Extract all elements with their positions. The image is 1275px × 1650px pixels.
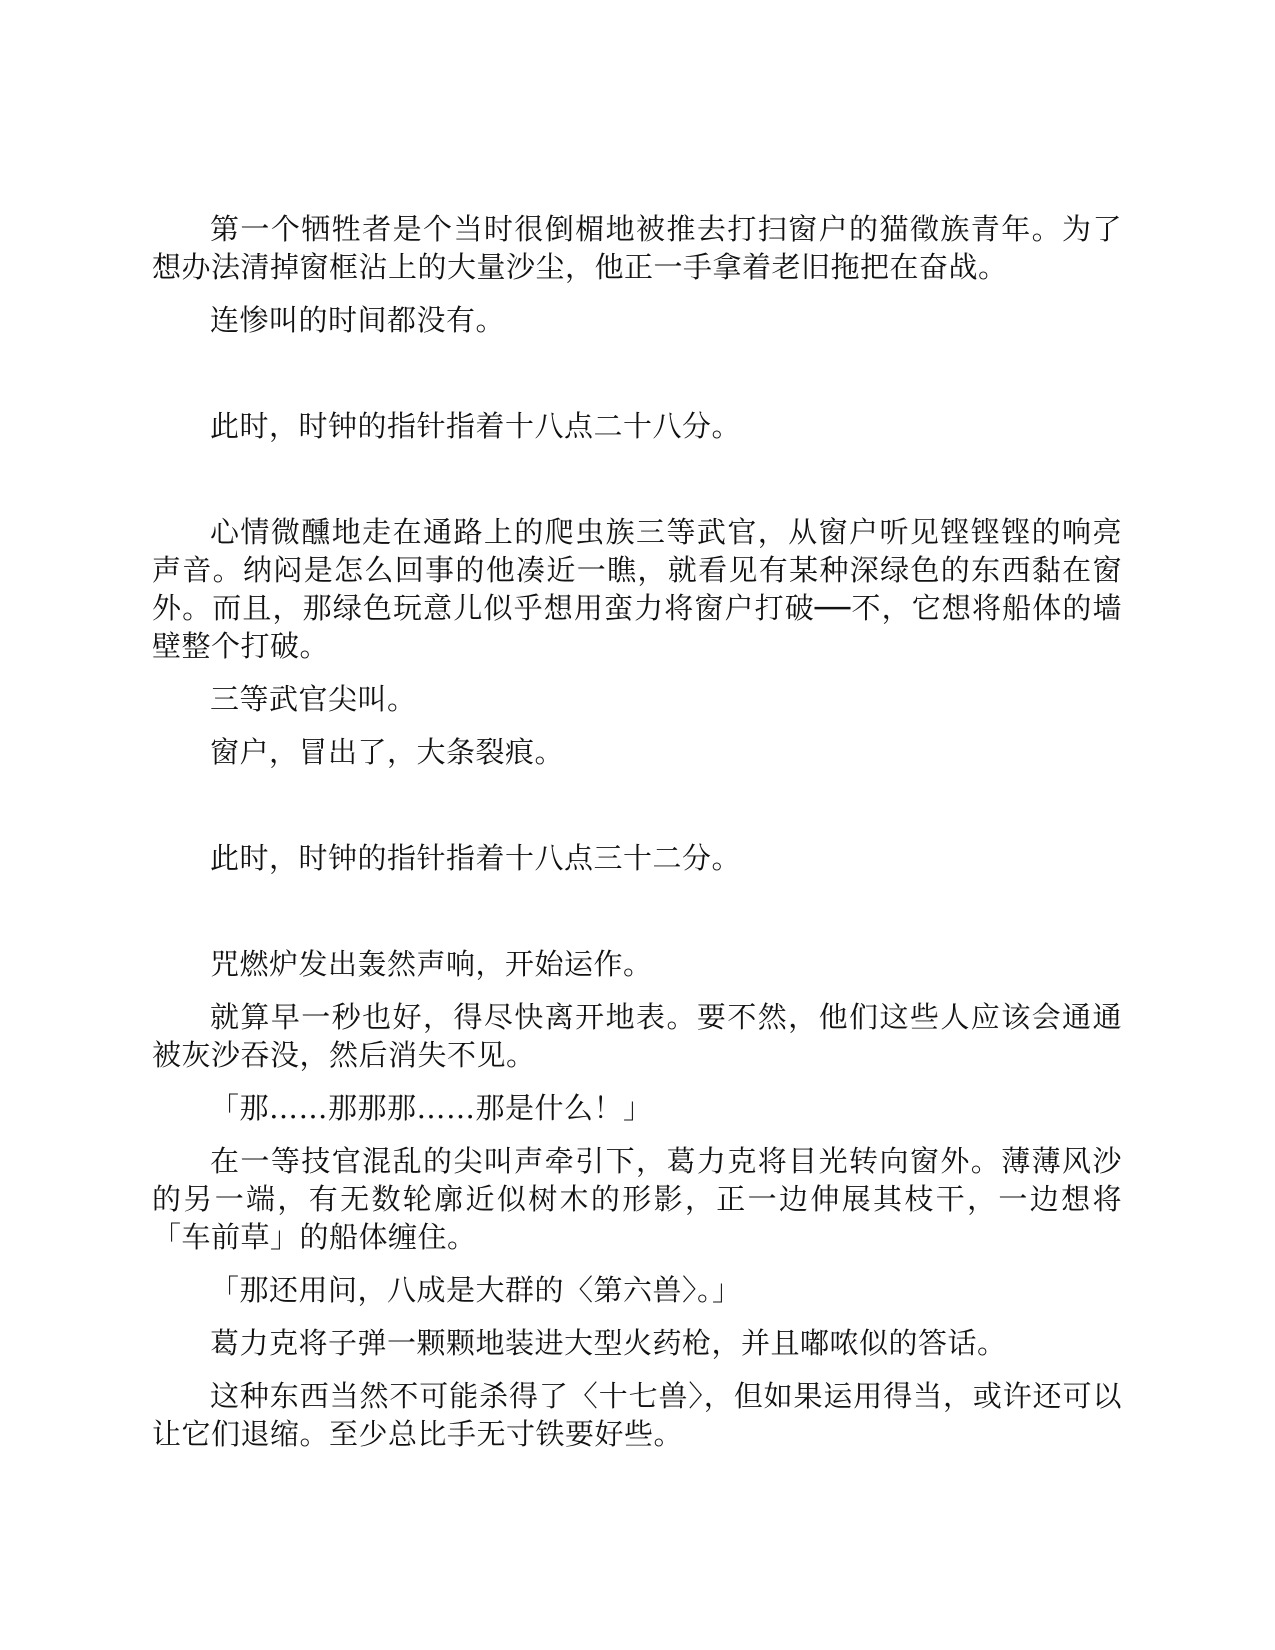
section-gap xyxy=(152,786,1122,839)
paragraph: 三等武官尖叫。 xyxy=(210,682,417,716)
paragraph: 咒燃炉发出轰然声响，开始运作。 xyxy=(210,947,653,981)
paragraph: 连惨叫的时间都没有。 xyxy=(210,303,506,337)
time-marker: 此时，时钟的指针指着十八点三十二分。 xyxy=(210,841,742,875)
paragraph: 窗户，冒出了，大条裂痕。 xyxy=(210,735,565,769)
section-gap xyxy=(152,460,1122,513)
paragraph: 心情微醺地走在通路上的爬虫族三等武官，从窗户听见铿铿铿的响亮声音。纳闷是怎么回事的他凑近一瞧，就看见有某种深绿色的东西黏在窗外。而且，那绿色玩意儿似乎想用蛮力将窗户打破──不，它想将船体的墙壁整个打破。 xyxy=(152,515,1122,663)
paragraph: 就算早一秒也好，得尽快离开地表。要不然，他们这些人应该会通通被灰沙吞没，然后消失不见。 xyxy=(152,1000,1122,1072)
dialogue: 「那……那那那……那是什么！」 xyxy=(210,1091,653,1125)
paragraph: 这种东西当然不可能杀得了〈十七兽〉，但如果运用得当，或许还可以让它们退缩。至少总比手无寸铁要好些。 xyxy=(152,1379,1122,1451)
section-gap xyxy=(152,354,1122,407)
paragraph: 葛力克将子弹一颗颗地装进大型火药枪，并且嘟哝似的答话。 xyxy=(210,1326,1007,1360)
body-text xyxy=(152,210,1122,1468)
section-gap xyxy=(152,892,1122,945)
time-marker: 此时，时钟的指针指着十八点二十八分。 xyxy=(210,409,742,443)
dialogue: 「那还用问，八成是大群的〈第六兽〉。」 xyxy=(210,1273,742,1307)
paragraph: 第一个牺牲者是个当时很倒楣地被推去打扫窗户的猫徵族青年。为了想办法清掉窗框沾上的大量沙尘，他正一手拿着老旧拖把在奋战。 xyxy=(152,212,1122,284)
paragraph: 在一等技官混乱的尖叫声牵引下，葛力克将目光转向窗外。薄薄风沙的另一端，有无数轮廓近似树木的形影，正一边伸展其枝干，一边想将「车前草」的船体缠住。 xyxy=(152,1144,1122,1254)
